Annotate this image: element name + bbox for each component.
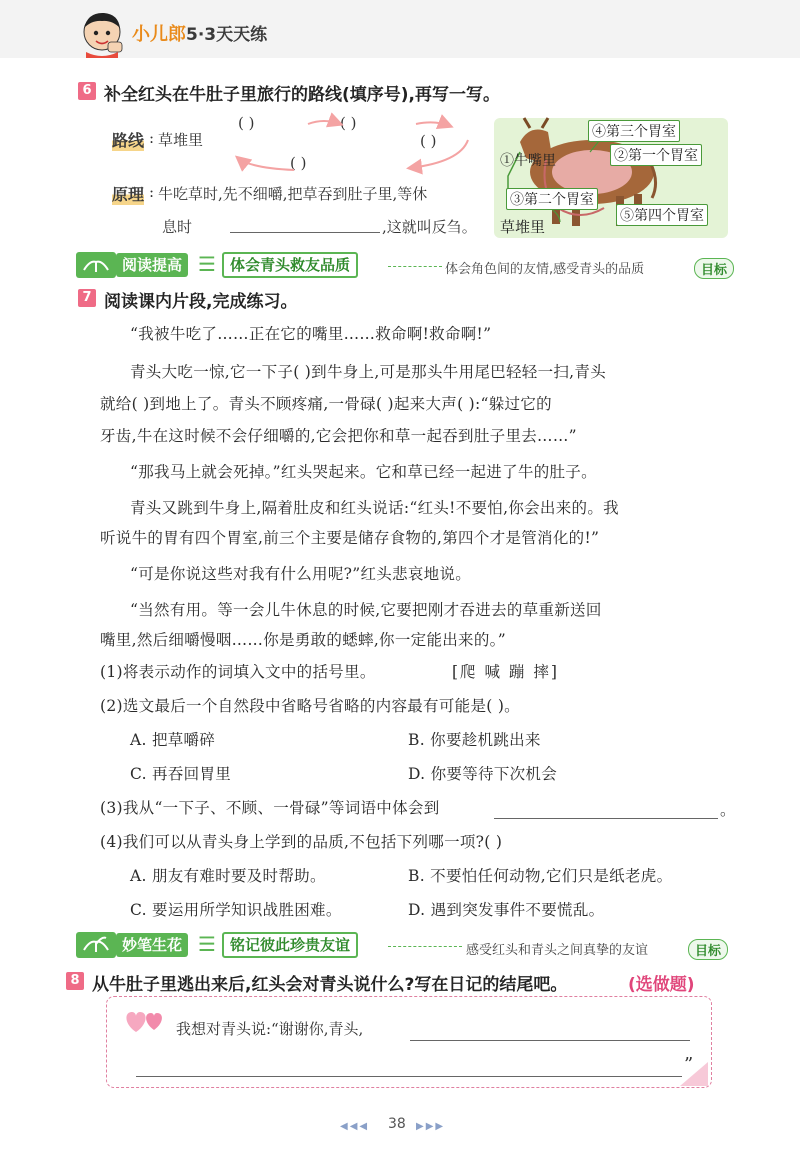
brand-title [132, 20, 267, 46]
route-colon: : [149, 129, 155, 147]
passage-p5: “可是你说这些对我有什么用呢?”红头悲哀地说。 [130, 565, 472, 583]
principle-answer-line[interactable] [230, 232, 380, 233]
subquestion-3-answer-line[interactable] [494, 818, 718, 819]
diagram-label-stomach2: ③第二个胃室 [506, 188, 598, 210]
route-blank-4[interactable]: ( ) [290, 154, 307, 172]
passage-p2-line3: 牙齿,牛在这时候不会仔细嚼的,它会把你和草一起吞到肚子里去……” [100, 427, 577, 445]
page-number: 38 [388, 1116, 406, 1132]
section-reading-goal-tag: 目标 [694, 258, 734, 279]
diary-box [106, 996, 712, 1088]
brand-name: 小儿郎 [132, 24, 186, 45]
diary-end-quote: ” [684, 1054, 694, 1075]
question-7-title: 阅读课内片段,完成练习。 [104, 292, 298, 312]
section-writing-goal-tag: 目标 [688, 939, 728, 960]
route-blank-2[interactable]: ( ) [340, 114, 357, 132]
subquestion-2[interactable]: (2)选文最后一个自然段中省略号省略的内容最有可能是( )。 [100, 697, 520, 715]
question-number-7: 7 [78, 289, 96, 307]
section-reading-subtitle: 体会青头救友品质 [222, 252, 358, 278]
book-icon [76, 252, 116, 278]
route-arrows [220, 112, 480, 182]
option-4d[interactable]: D. 遇到突发事件不要慌乱。 [408, 901, 605, 919]
option-2d[interactable]: D. 你要等待下次机会 [408, 765, 558, 783]
principle-text-line2a: 息时 [162, 218, 193, 236]
passage-p4-line2: 听说牛的胃有四个胃室,前三个主要是储存食物的,第四个才是管消化的!” [100, 529, 600, 547]
section-writing-dash [388, 946, 462, 947]
next-page-arrows: ▶▶▶ [416, 1121, 446, 1132]
diagram-label-stomach3: ④第三个胃室 [588, 120, 680, 142]
passage-p2-line2: 就给( )到地上了。青头不顾疼痛,一骨碌( )起来大声( ):“躲过它的 [100, 395, 552, 413]
section-writing-subtitle: 铭记彼此珍贵友谊 [222, 932, 358, 958]
diagram-label-stomach4: ⑤第四个胃室 [616, 204, 708, 226]
option-2a[interactable]: A. 把草嚼碎 [130, 731, 216, 749]
option-2c[interactable]: C. 再吞回胃里 [130, 765, 232, 783]
option-2b[interactable]: B. 你要趁机跳出来 [408, 731, 541, 749]
diagram-label-mouth: ①牛嘴里 [500, 153, 556, 169]
page-curl-icon [680, 1062, 708, 1086]
principle-text-line1: 牛吃草时,先不细嚼,把草吞到肚子里,等休 [158, 185, 428, 203]
passage-p1: “我被牛吃了……正在它的嘴里……救命啊!救命啊!” [130, 325, 492, 343]
principle-label: 原理 [112, 182, 144, 205]
route-blank-3[interactable]: ( ) [420, 132, 437, 150]
sprout-book-icon [76, 932, 116, 958]
mascot-boy-icon [78, 8, 130, 58]
subquestion-4[interactable]: (4)我们可以从青头身上学到的品质,不包括下列哪一项?( ) [100, 833, 503, 851]
diagram-label-stomach1: ②第一个胃室 [610, 144, 702, 166]
section-writing-title: 妙笔生花 [116, 933, 188, 957]
question-number-8: 8 [66, 972, 84, 990]
question-6-title: 补全红头在牛肚子里旅行的路线(填序号),再写一写。 [104, 85, 500, 105]
option-4c[interactable]: C. 要运用所学知识战胜困难。 [130, 901, 342, 919]
subquestion-1-words: [爬 喊 蹦 摔] [452, 663, 559, 681]
diary-line-1[interactable] [410, 1040, 690, 1041]
diagram-label-haystack: 草堆里 [500, 218, 546, 236]
passage-p6-line1: “当然有用。等一会儿牛休息的时候,它要把刚才吞进去的草重新送回 [130, 601, 602, 619]
brand-series: 5·3天天练 [186, 25, 268, 45]
passage-p6-line2: 嘴里,然后细嚼慢咽……你是勇敢的蟋蟀,你一定能出来的。” [100, 631, 506, 649]
subquestion-3-period: 。 [720, 801, 736, 819]
question-8-optional-tag: (选做题) [628, 975, 695, 995]
route-label: 路线 [112, 128, 144, 151]
passage-p2-line1: 青头大吃一惊,它一下子( )到牛身上,可是那头牛用尾巴轻轻一扫,青头 [130, 363, 607, 381]
diary-start-text: 我想对青头说:“谢谢你,青头, [176, 1020, 364, 1038]
option-4a[interactable]: A. 朋友有难时要及时帮助。 [130, 867, 326, 885]
section-reading-title: 阅读提高 [116, 253, 188, 277]
subquestion-1: (1)将表示动作的词填入文中的括号里。 [100, 663, 376, 681]
principle-colon: : [149, 183, 155, 201]
option-4b[interactable]: B. 不要怕任何动物,它们只是纸老虎。 [408, 867, 673, 885]
hearts-icon [122, 1004, 172, 1036]
passage-p3: “那我马上就会死掉。”红头哭起来。它和草已经一起进了牛的肚子。 [130, 463, 597, 481]
passage-p4-line1: 青头又跳到牛身上,隔着肚皮和红头说话:“红头!不要怕,你会出来的。我 [130, 499, 619, 517]
section-reading-dash [388, 266, 442, 267]
section-reading-goal: 体会角色间的友情,感受青头的品质 [445, 262, 645, 277]
route-blank-1[interactable]: ( ) [238, 114, 255, 132]
diary-line-2[interactable] [136, 1076, 682, 1077]
header-stripe [0, 58, 800, 62]
route-start: 草堆里 [158, 131, 204, 149]
question-8-title: 从牛肚子里逃出来后,红头会对青头说什么?写在日记的结尾吧。 [92, 975, 568, 995]
principle-text-line2b: ,这就叫反刍。 [382, 218, 477, 236]
prev-page-arrows: ◀◀◀ [340, 1121, 370, 1132]
section-separator-icon: ☰ [198, 252, 216, 276]
section-writing-goal: 感受红头和青头之间真挚的友谊 [466, 943, 649, 958]
question-number-6: 6 [78, 82, 96, 100]
subquestion-3: (3)我从“一下子、不顾、一骨碌”等词语中体会到 [100, 799, 440, 817]
section-separator-icon-2: ☰ [198, 932, 216, 956]
